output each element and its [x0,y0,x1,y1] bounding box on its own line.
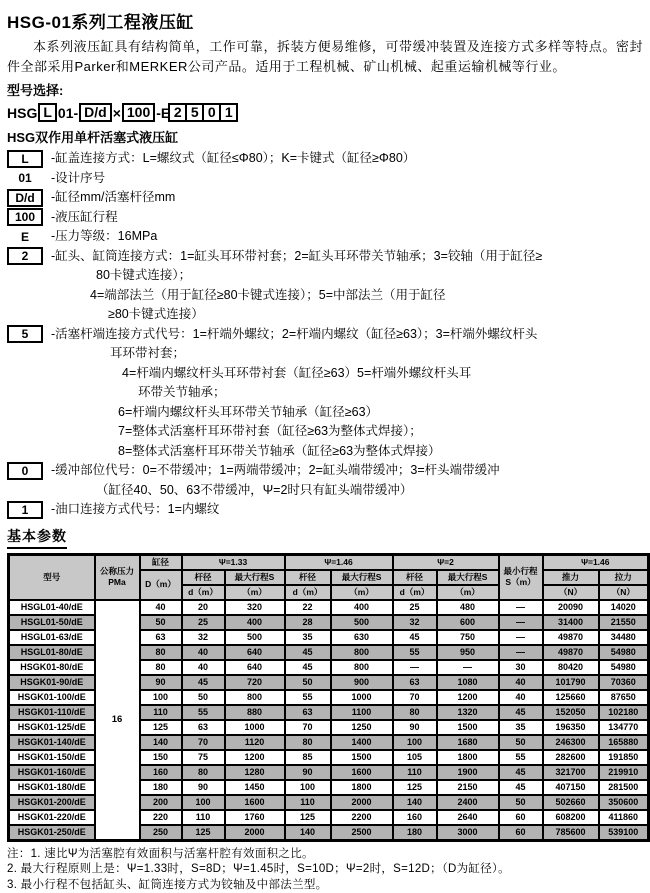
rod-133-cell: 32 [182,630,225,645]
stroke-133-cell: 1280 [225,765,285,780]
model-cell: HSGK01-150/dE [9,750,95,765]
legend-entry [7,149,643,169]
model-code-line [7,103,643,122]
rod-146-cell: 45 [285,660,331,675]
bore-cell: 80 [140,660,182,675]
stroke-146-cell: 500 [331,615,393,630]
stroke-133-cell: 640 [225,660,285,675]
bore-cell: 200 [140,795,182,810]
unit-pull: （N） [599,585,649,600]
col-group-psi-133: Ψ=1.33 [182,554,285,570]
push-force-cell: 80420 [543,660,599,675]
stroke-2-cell: 950 [437,645,499,660]
rod-146-cell: 125 [285,810,331,825]
col-group-psi-2: Ψ=2 [393,554,499,570]
rod-146-cell: 55 [285,690,331,705]
code-digit-box: 5 [185,103,204,122]
unit-push: （N） [543,585,599,600]
pressure-label: 公称压力 [96,566,139,577]
rod-146-cell: 85 [285,750,331,765]
legend-entry [7,188,643,208]
rod-2-cell: 25 [393,600,437,615]
pull-force-cell: 34480 [599,630,649,645]
bore-cell: 63 [140,630,182,645]
bore-cell: 180 [140,780,182,795]
stroke-146-cell: 1100 [331,705,393,720]
stroke-2-cell: 2640 [437,810,499,825]
legend-entry [7,208,643,228]
pull-force-cell: 281500 [599,780,649,795]
model-cell: HSGK01-200/dE [9,795,95,810]
col-group-psi-146: Ψ=1.46 [285,554,393,570]
rod-146-cell: 35 [285,630,331,645]
stroke-146-cell: 1500 [331,750,393,765]
rod-146-cell: 22 [285,600,331,615]
stroke-133-cell: 1120 [225,735,285,750]
col-header-pressure [95,554,140,600]
stroke-146-cell: 800 [331,660,393,675]
rod-133-cell: 100 [182,795,225,810]
min-stroke-cell: — [499,615,543,630]
pull-force-cell: 70360 [599,675,649,690]
code-cover-box: L [38,103,57,122]
footnote-3: 3. 最小行程不包括缸头、缸筒连接方式为铰轴及中部法兰型。 [7,878,643,893]
stroke-146-cell: 2500 [331,825,393,841]
code-times: × [113,105,121,121]
legend-code-box: 100 [7,208,43,226]
code-digit-box: 0 [202,103,221,122]
rod-146-cell: 45 [285,645,331,660]
legend-entry [7,325,643,462]
unit-stroke-146: （m） [331,585,393,600]
pull-force-cell: 219910 [599,765,649,780]
stroke-2-cell: 3000 [437,825,499,841]
legend-text-continuation: （缸径40、50、63不带缓冲，Ψ=2时只有缸头端带缓冲） [7,481,643,501]
legend-text: -缓冲部位代号：0=不带缓冲；1=两端带缓冲；2=缸头端带缓冲；3=杆头端带缓冲 [51,461,500,481]
legend-code-box: 2 [7,247,43,265]
push-force-cell: 608200 [543,810,599,825]
legend-entry [7,500,643,520]
rod-2-cell: 80 [393,705,437,720]
col-header-bore-unit: D（m） [140,570,182,600]
rod-2-cell: 110 [393,765,437,780]
min-stroke-cell: 50 [499,795,543,810]
model-select-label: 型号选择: [7,80,643,99]
rod-133-cell: 45 [182,675,225,690]
min-stroke-cell: 55 [499,750,543,765]
table-header [9,554,649,600]
model-description: HSG双作用单杆活塞式液压缸 [7,127,643,146]
model-cell: HSGK01-90/dE [9,675,95,690]
push-force-cell: 49870 [543,645,599,660]
code-digit-box: 1 [219,103,238,122]
rod-146-cell: 140 [285,825,331,841]
min-stroke-cell: — [499,645,543,660]
col-header-stroke-2: 最大行程S [437,570,499,585]
rod-146-cell: 90 [285,765,331,780]
col-header-bore: 缸径 [140,554,182,570]
rod-133-cell: 20 [182,600,225,615]
col-header-push: 推力 [543,570,599,585]
col-header-min-stroke [499,554,543,600]
legend-text: -活塞杆端连接方式代号：1=杆端外螺纹；2=杆端内螺纹（缸径≥63）；3=杆端外螺纹杆头 [51,325,537,345]
stroke-146-cell: 800 [331,645,393,660]
section-title-basic-params: 基本参数 [7,526,67,549]
rod-2-cell: 32 [393,615,437,630]
rod-133-cell: 50 [182,690,225,705]
stroke-133-cell: 400 [225,615,285,630]
page-title: HSG-01系列工程液压缸 [7,8,643,33]
footnote-2: 2. 最大行程原则上是：Ψ=1.33时，S=8D；Ψ=1.45时，S=10D；Ψ=2时，S=12D；（D为缸径）。 [7,862,643,878]
legend-text-continuation: 6=杆端内螺纹杆头耳环带关节轴承（缸径≥63） [7,403,643,423]
bore-cell: 40 [140,600,182,615]
footnotes [7,847,643,893]
pull-force-cell: 54980 [599,645,649,660]
rod-2-cell: 55 [393,645,437,660]
bore-cell: 220 [140,810,182,825]
code-prefix: HSG [7,105,37,121]
rod-2-cell: 63 [393,675,437,690]
stroke-146-cell: 2200 [331,810,393,825]
min-stroke-cell: 40 [499,690,543,705]
push-force-cell: 321700 [543,765,599,780]
stroke-2-cell: — [437,660,499,675]
rod-2-cell: 180 [393,825,437,841]
min-stroke-cell: 50 [499,735,543,750]
stroke-133-cell: 800 [225,690,285,705]
legend-entry [7,247,643,325]
rod-146-cell: 80 [285,735,331,750]
stroke-2-cell: 600 [437,615,499,630]
code-stroke-box: 100 [122,103,155,122]
rod-146-cell: 70 [285,720,331,735]
col-group-force-psi: Ψ=1.46 [543,554,649,570]
stroke-2-cell: 750 [437,630,499,645]
legend-text-continuation: 7=整体式活塞杆耳环带衬套（缸径≥63为整体式焊接）； [7,422,643,442]
rod-133-cell: 110 [182,810,225,825]
legend-code-box: 01 [7,169,43,187]
code-digit-boxes [170,103,238,122]
rod-146-cell: 100 [285,780,331,795]
stroke-146-cell: 400 [331,600,393,615]
push-force-cell: 20090 [543,600,599,615]
legend-entry [7,461,643,500]
bore-cell: 250 [140,825,182,841]
rod-2-cell: — [393,660,437,675]
legend-text: -设计序号 [51,169,105,189]
pull-force-cell: 165880 [599,735,649,750]
model-cell: HSGK01-110/dE [9,705,95,720]
model-cell: HSGK01-160/dE [9,765,95,780]
push-force-cell: 407150 [543,780,599,795]
stroke-146-cell: 1600 [331,765,393,780]
stroke-146-cell: 1800 [331,780,393,795]
rod-2-cell: 70 [393,690,437,705]
rod-133-cell: 40 [182,645,225,660]
col-header-pull: 拉力 [599,570,649,585]
push-force-cell: 502660 [543,795,599,810]
stroke-133-cell: 1200 [225,750,285,765]
legend-text-continuation: 4=端部法兰（用于缸径≥80卡键式连接）；5=中部法兰（用于缸径 [7,286,643,306]
rod-133-cell: 125 [182,825,225,841]
pull-force-cell: 87650 [599,690,649,705]
unit-rod-133: d（m） [182,585,225,600]
stroke-146-cell: 1250 [331,720,393,735]
pull-force-cell: 191850 [599,750,649,765]
bore-cell: 90 [140,675,182,690]
pull-force-cell: 411860 [599,810,649,825]
rod-133-cell: 55 [182,705,225,720]
legend-entry [7,169,643,189]
unit-stroke-2: （m） [437,585,499,600]
col-header-rod-133: 杆径 [182,570,225,585]
rod-133-cell: 90 [182,780,225,795]
stroke-146-cell: 1400 [331,735,393,750]
min-stroke-cell: 45 [499,765,543,780]
legend-code-box: L [7,150,43,168]
legend-text-continuation: 4=杆端内螺纹杆头耳环带衬套（缸径≥63）5=杆端外螺纹杆头耳 [7,364,643,384]
legend-text-continuation: 耳环带衬套； [7,344,643,364]
rod-2-cell: 90 [393,720,437,735]
rod-2-cell: 100 [393,735,437,750]
code-series: 01- [58,105,78,121]
stroke-133-cell: 880 [225,705,285,720]
table-row [9,600,649,615]
col-header-rod-2: 杆径 [393,570,437,585]
footnote-1: 注：1. 速比Ψ为活塞腔有效面积与活塞杆腔有效面积之比。 [7,847,643,863]
rod-146-cell: 50 [285,675,331,690]
min-stroke-cell: — [499,630,543,645]
legend-text: -液压缸行程 [51,208,118,228]
code-pressure: -E [156,105,170,121]
push-force-cell: 49870 [543,630,599,645]
legend-code-box: 1 [7,501,43,519]
min-stroke-label: 最小行程 [500,566,542,577]
stroke-2-cell: 1800 [437,750,499,765]
model-cell: HSGK01-250/dE [9,825,95,841]
stroke-2-cell: 1080 [437,675,499,690]
pressure-value-cell: 16 [95,600,140,841]
params-table-body [9,600,649,841]
push-force-cell: 246300 [543,735,599,750]
model-cell: HSGK01-125/dE [9,720,95,735]
min-stroke-cell: 45 [499,705,543,720]
rod-133-cell: 70 [182,735,225,750]
min-stroke-cell: 30 [499,660,543,675]
push-force-cell: 31400 [543,615,599,630]
model-cell: HSGK01-220/dE [9,810,95,825]
legend-text: -压力等级：16MPa [51,227,157,247]
stroke-146-cell: 1000 [331,690,393,705]
pull-force-cell: 539100 [599,825,649,841]
legend-code-box: 5 [7,325,43,343]
stroke-133-cell: 640 [225,645,285,660]
rod-146-cell: 110 [285,795,331,810]
model-cell: HSGK01-100/dE [9,690,95,705]
col-header-rod-146: 杆径 [285,570,331,585]
basic-params-table [7,553,650,842]
code-digit-box: 2 [168,103,187,122]
pressure-unit: PMa [96,577,139,588]
rod-146-cell: 63 [285,705,331,720]
model-cell: HSGK01-140/dE [9,735,95,750]
rod-2-cell: 160 [393,810,437,825]
col-header-stroke-133: 最大行程S [225,570,285,585]
rod-2-cell: 45 [393,630,437,645]
legend-text-continuation: 环带关节轴承； [7,383,643,403]
legend-code-box: E [7,228,43,246]
legend-text-continuation: ≥80卡键式连接） [7,305,643,325]
rod-133-cell: 25 [182,615,225,630]
legend-text: -缸盖连接方式：L=螺纹式（缸径≤Φ80）；K=卡键式（缸径≥Φ80） [51,149,415,169]
push-force-cell: 785600 [543,825,599,841]
pull-force-cell: 21550 [599,615,649,630]
model-cell: HSGL01-63/dE [9,630,95,645]
code-bore-box: D/d [79,103,112,122]
rod-146-cell: 28 [285,615,331,630]
rod-2-cell: 140 [393,795,437,810]
stroke-2-cell: 1680 [437,735,499,750]
model-cell: HSGK01-80/dE [9,660,95,675]
min-stroke-cell: 45 [499,780,543,795]
rod-133-cell: 80 [182,765,225,780]
rod-133-cell: 63 [182,720,225,735]
col-header-model: 型号 [9,554,95,600]
min-stroke-cell: 35 [499,720,543,735]
min-stroke-cell: 40 [499,675,543,690]
push-force-cell: 101790 [543,675,599,690]
stroke-146-cell: 900 [331,675,393,690]
unit-rod-2: d（m） [393,585,437,600]
bore-cell: 160 [140,765,182,780]
stroke-2-cell: 2150 [437,780,499,795]
model-cell: HSGL01-50/dE [9,615,95,630]
model-code-legend [7,149,643,520]
pull-force-cell: 54980 [599,660,649,675]
stroke-133-cell: 500 [225,630,285,645]
stroke-133-cell: 1600 [225,795,285,810]
bore-cell: 110 [140,705,182,720]
bore-cell: 80 [140,645,182,660]
rod-133-cell: 40 [182,660,225,675]
rod-2-cell: 105 [393,750,437,765]
push-force-cell: 282600 [543,750,599,765]
intro-paragraph: 本系列液压缸具有结构简单，工作可靠，拆装方便易维修，可带缓冲装置及连接方式多样等特点。密封件全部采用Parker和MERKER公司产品。适用于工程机械、矿山机械、起重运输机械等行业。 [7,37,643,77]
stroke-2-cell: 480 [437,600,499,615]
legend-text: -缸头、缸筒连接方式：1=缸头耳环带衬套；2=缸头耳环带关节轴承；3=铰轴（用于缸径≥ [51,247,542,267]
stroke-133-cell: 720 [225,675,285,690]
rod-2-cell: 125 [393,780,437,795]
min-stroke-cell: — [499,600,543,615]
bore-cell: 125 [140,720,182,735]
stroke-2-cell: 1200 [437,690,499,705]
model-cell: HSGL01-80/dE [9,645,95,660]
legend-text: -油口连接方式代号：1=内螺纹 [51,500,219,520]
stroke-2-cell: 1500 [437,720,499,735]
stroke-133-cell: 320 [225,600,285,615]
bore-cell: 140 [140,735,182,750]
legend-code-box: D/d [7,189,43,207]
min-stroke-unit: S（m） [500,577,542,588]
bore-cell: 50 [140,615,182,630]
stroke-133-cell: 1760 [225,810,285,825]
model-cell: HSGL01-40/dE [9,600,95,615]
pull-force-cell: 350600 [599,795,649,810]
legend-entry [7,227,643,247]
col-header-stroke-146: 最大行程S [331,570,393,585]
stroke-146-cell: 630 [331,630,393,645]
unit-rod-146: d（m） [285,585,331,600]
pull-force-cell: 134770 [599,720,649,735]
stroke-2-cell: 1900 [437,765,499,780]
unit-stroke-133: （m） [225,585,285,600]
bore-cell: 100 [140,690,182,705]
stroke-146-cell: 2000 [331,795,393,810]
stroke-2-cell: 2400 [437,795,499,810]
legend-text: -缸径mm/活塞杆径mm [51,188,175,208]
stroke-133-cell: 1000 [225,720,285,735]
bore-cell: 150 [140,750,182,765]
stroke-133-cell: 1450 [225,780,285,795]
min-stroke-cell: 60 [499,825,543,841]
model-cell: HSGK01-180/dE [9,780,95,795]
stroke-133-cell: 2000 [225,825,285,841]
push-force-cell: 152050 [543,705,599,720]
pull-force-cell: 14020 [599,600,649,615]
legend-text-continuation: 80卡键式连接）； [7,266,643,286]
rod-133-cell: 75 [182,750,225,765]
min-stroke-cell: 60 [499,810,543,825]
stroke-2-cell: 1320 [437,705,499,720]
legend-code-box: 0 [7,462,43,480]
push-force-cell: 125660 [543,690,599,705]
legend-text-continuation: 8=整体式活塞杆耳环带关节轴承（缸径≥63为整体式焊接） [7,442,643,462]
push-force-cell: 196350 [543,720,599,735]
pull-force-cell: 102180 [599,705,649,720]
